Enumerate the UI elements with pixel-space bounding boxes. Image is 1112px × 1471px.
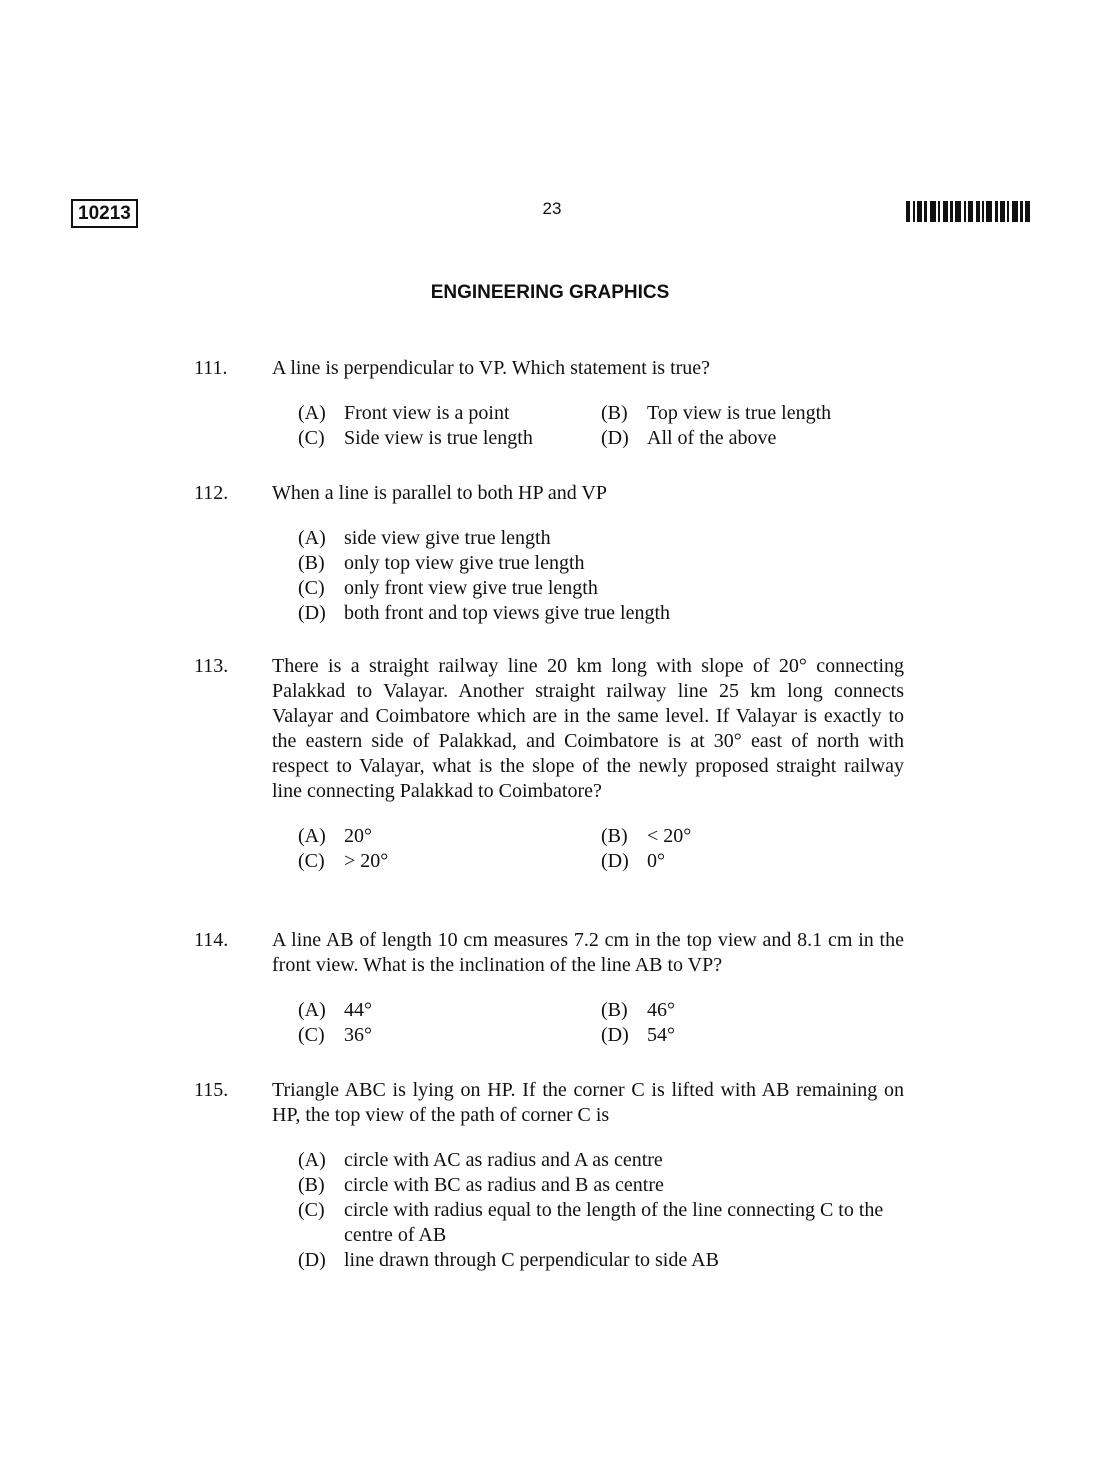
question-number: 112.: [194, 482, 229, 504]
option-d: (D) All of the above: [601, 427, 777, 449]
options-list: [298, 1148, 904, 1273]
option-d: (D) 0°: [601, 850, 665, 872]
question-text: There is a straight railway line 20 km long with slope of 20° connecting Palakkad to Valayar. Another straight railway line 25 km long connects Valayar and Coimbatore which are in the same level. If Valayar is exactly to the eastern side of Palakkad, and Coimbatore is at 30° east of north with respect to Valayar, what is the slope of the newly proposed straight railway line connecting Palakkad to Coimbatore?: [272, 655, 904, 802]
option-a: (A) side view give true length: [298, 527, 551, 549]
option-c: (C) > 20°: [298, 850, 389, 872]
option-a: (A) 20°: [298, 825, 372, 847]
paper-code: 10213: [71, 199, 138, 228]
option-c: (C) only front view give true length: [298, 577, 598, 599]
question-114: [194, 928, 904, 1048]
option-d: (D) 54°: [601, 1024, 675, 1046]
option-b: (B) Top view is true length: [601, 402, 832, 424]
barcode-icon: [906, 201, 1037, 222]
option-a: (A) circle with AC as radius and A as centre: [298, 1149, 663, 1171]
options-grid: [298, 824, 904, 874]
question-111: [194, 356, 904, 451]
option-c: (C) 36°: [298, 1024, 372, 1046]
options-grid: [298, 401, 904, 451]
question-text: When a line is parallel to both HP and VP: [272, 482, 607, 504]
option-b: (B) 46°: [601, 999, 675, 1021]
question-115: [194, 1078, 904, 1273]
question-text: A line AB of length 10 cm measures 7.2 cm in the top view and 8.1 cm in the front view. What is the inclination of the line AB to VP?: [272, 929, 904, 976]
option-c: (C) circle with radius equal to the length of the line connecting C to the centre of AB: [298, 1199, 884, 1246]
option-b: (B) circle with BC as radius and B as centre: [298, 1174, 664, 1196]
option-c: (C) Side view is true length: [298, 427, 533, 449]
options-grid: [298, 998, 904, 1048]
question-number: 115.: [194, 1079, 229, 1101]
question-number: 114.: [194, 929, 229, 951]
section-title: ENGINEERING GRAPHICS: [430, 282, 670, 303]
question-text: A line is perpendicular to VP. Which statement is true?: [272, 357, 711, 379]
question-113: [194, 654, 904, 874]
option-a: (A) Front view is a point: [298, 402, 510, 424]
option-d: (D) line drawn through C perpendicular to side AB: [298, 1249, 719, 1271]
page-number: 23: [542, 199, 562, 218]
option-b: (B) only top view give true length: [298, 552, 585, 574]
option-b: (B) < 20°: [601, 825, 692, 847]
question-text: Triangle ABC is lying on HP. If the corner C is lifted with AB remaining on HP, the top view of the path of corner C is: [272, 1079, 904, 1126]
question-number: 113.: [194, 655, 229, 677]
option-a: (A) 44°: [298, 999, 372, 1021]
option-d: (D) both front and top views give true length: [298, 602, 671, 624]
question-number: 111.: [194, 357, 228, 379]
question-112: [194, 481, 904, 626]
options-list: [298, 526, 904, 626]
